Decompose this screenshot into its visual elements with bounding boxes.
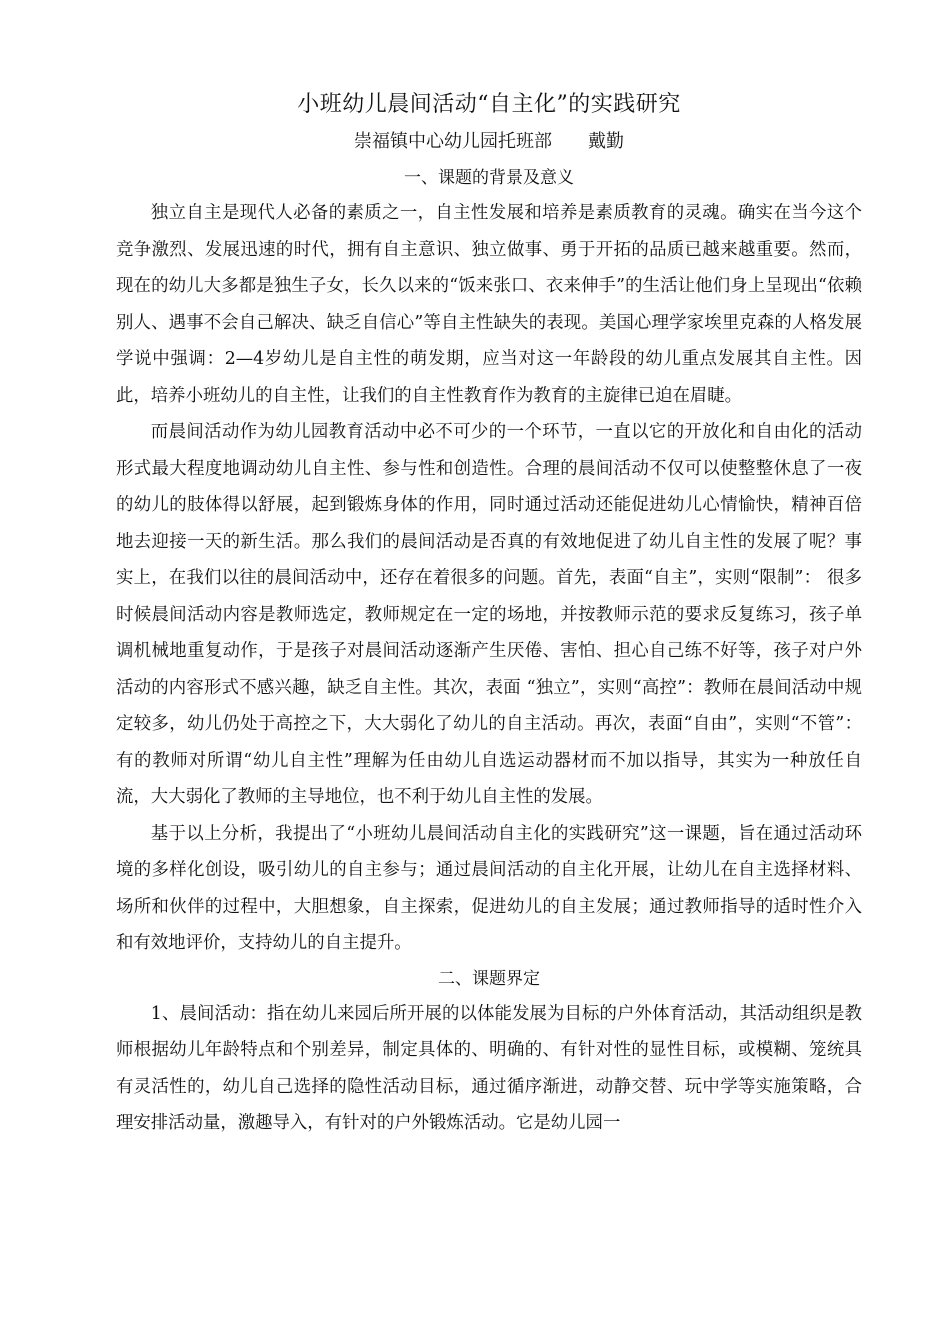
paragraph: 1、晨间活动：指在幼儿来园后所开展的以体能发展为目标的户外体育活动，其活动组织是教师根据幼儿年龄特点和个别差异，制定具体的、明确的、有针对性的显性目标，或模糊、笼统具有灵活性的，幼儿自己选择的隐性活动目标，通过循序渐进，动静交替、玩中学等实施策略，合理安排活动量，激趣导入，有针对的户外锻炼活动。它是幼儿园一 [116,1003,862,1133]
paragraph: 基于以上分析，我提出了“小班幼儿晨间活动自主化的实践研究”这一课题，旨在通过活动环境的多样化创设，吸引幼儿的自主参与；通过晨间活动的自主化开展，让幼儿在自主选择材料、场所和伙伴的过程中，大胆想象，自主探索，促进幼儿的自主发展；通过教师指导的适时性介入和有效地评价，支持幼儿的自主提升。 [116,823,862,953]
byline [116,123,862,161]
document-title: 小班幼儿晨间活动“自主化”的实践研究 [297,92,681,117]
section-heading-background: 一、课题的背景及意义 [404,168,574,188]
author-organization: 崇福镇中心幼儿园托班部 [354,131,552,152]
section-heading-definition: 二、课题界定 [438,968,540,989]
paragraph: 独立自主是现代人必备的素质之一，自主性发展和培养是素质教育的灵魂。确实在当今这个竞争激烈、发展迅速的时代，拥有自主意识、独立做事、勇于开拓的品质已越来越重要。然而，现在的幼儿大多都是独生子女，长久以来的“饭来张口、衣来伸手”的生活让他们身上呈现出“依赖别人、遇事不会自己解决、缺乏自信心”等自主性缺失的表现。美国心理学家埃里克森的人格发展学说中强调：2—4岁幼儿是自主性的萌发期，应当对这一年龄段的幼儿重点发展其自主性。因此，培养小班幼儿的自主性，让我们的自主性教育作为教育的主旋律已迫在眉睫。 [116,203,862,406]
paragraph: 而晨间活动作为幼儿园教育活动中必不可少的一个环节，一直以它的开放化和自由化的活动形式最大程度地调动幼儿自主性、参与性和创造性。合理的晨间活动不仅可以使整整休息了一夜的幼儿的肢体得以舒展，起到锻炼身体的作用，同时通过活动还能促进幼儿心情愉快，精神百倍地去迎接一天的新生活。那么我们的晨间活动是否真的有效地促进了幼儿自主性的发展了呢？事实上，在我们以往的晨间活动中，还存在着很多的问题。首先，表面“自主”，实则“限制”： 很多时候晨间活动内容是教师选定，教师规定在一定的场地，并按教师示范的要求反复练习，孩子单调机械地重复动作，于是孩子对晨间活动逐渐产生厌倦、害怕、担心自己练不好等，孩子对户外活动的内容形式不感兴趣，缺乏自主性。其次，表面 “独立”，实则“高控”：教师在晨间活动中规定较多，幼儿仍处于高控之下，大大弱化了幼儿的自主活动。再次，表面“自由”，实则“不管”：有的教师对所谓“幼儿自主性”理解为任由幼儿自选运动器材而不加以指导，其实为一种放任自流，大大弱化了教师的主导地位，也不利于幼儿自主性的发展。 [116,422,862,807]
author-name: 戴勤 [588,131,624,152]
document-page [116,87,862,1142]
